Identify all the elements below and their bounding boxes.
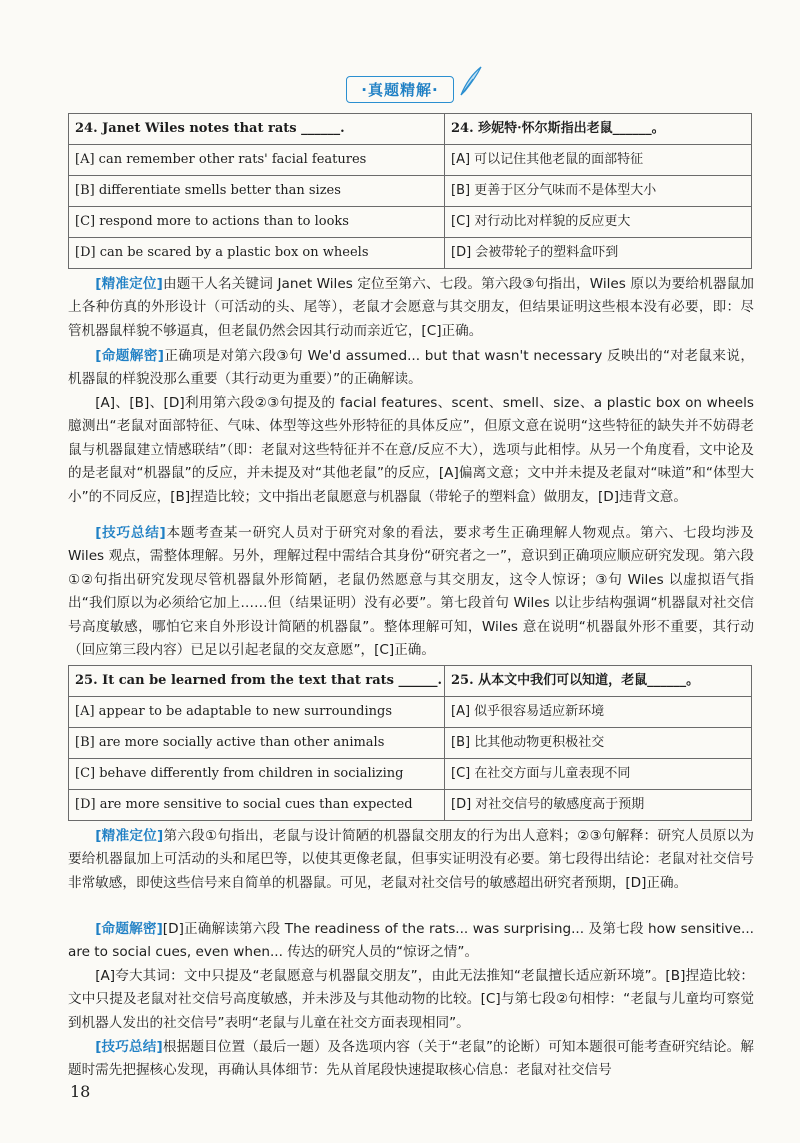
analysis-paragraph [68,273,754,343]
analysis-paragraph [68,965,754,1035]
option-en: [C] respond more to actions than to looks [69,207,445,238]
option-en: [D] can be scared by a plastic box on wheels [69,238,445,269]
option-zh: [D] 会被带轮子的塑料盒吓到 [445,238,752,269]
table-row [69,176,752,207]
option-zh: [C] 对行动比对样貌的反应更大 [445,207,752,238]
table-row [69,759,752,790]
option-en: [B] differentiate smells better than sizes [69,176,445,207]
question-en: 24. Janet Wiles notes that rats ______. [69,114,445,145]
question-zh: 24. 珍妮特·怀尔斯指出老鼠______。 [445,114,752,145]
analysis-paragraph [68,918,754,965]
paragraph-text: 正确项是对第六段③句 We'd assumed... but that wasn't necessary 反映出的“对老鼠来说，机器鼠的样貌没那么重要（其行动更为重要）”的正确解读。 [68,348,754,388]
option-zh: [A] 似乎很容易适应新环境 [445,697,752,728]
option-zh: [B] 比其他动物更积极社交 [445,728,752,759]
table-row [69,207,752,238]
option-en: [D] are more sensitive to social cues than expected [69,790,445,821]
paragraph-text: 本题考查某一研究人员对于研究对象的看法，要求考生正确理解人物观点。第六、七段均涉及 Wiles 观点，需整体理解。另外，理解过程中需结合其身份“研究者之一”，意识到正确项应顺应研究发现。第六段①②句指出研究发现尽管机器鼠外形简陋，老鼠仍然愿意与其交朋友，这令人惊讶；③句 Wiles 以虚拟语气指出“我们原以为必须给它加上……但（结果证明）没有必要”。第七段首句 Wiles 以让步结构强调“机器鼠对社交信号高度敏感，哪怕它来自外形设计简陋的机器鼠”。整体理解可知，Wiles 意在说明“机器鼠外形不重要，其行动（回应第三段内容）已足以引起老鼠的交友意愿”，[C]正确。 [68,525,754,659]
analysis-paragraph [68,345,754,392]
paragraph-text: [D]正确解读第六段 The readiness of the rats... was surprising... 及第七段 how sensitive... are to social cues, even when... 传达的研究人员的“惊讶之情”。 [68,921,754,961]
section-title: ·真题精解· [361,80,439,99]
paragraph-text: 由题干人名关键词 Janet Wiles 定位至第六、七段。第六段③句指出，Wiles 原以为要给机器鼠加上各种仿真的外形设计（可活动的头、尾等），老鼠才会愿意与其交朋友，但结果证明这些根本没有必要，即：尽管机器鼠样貌不够逼真，但老鼠仍然会因其行动而亲近它，[C]正确。 [68,276,754,339]
table-row [69,238,752,269]
paragraph-text: 根据题目位置（最后一题）及各选项内容（关于“老鼠”的论断）可知本题很可能考查研究结论。解题时需先把握核心发现，再确认具体细节：先从首尾段快速提取核心信息：老鼠对社交信号 [68,1039,754,1079]
section-tag: [技巧总结] [95,1039,163,1055]
option-en: [B] are more socially active than other animals [69,728,445,759]
section-tag: [技巧总结] [95,525,166,541]
table-row [69,790,752,821]
paragraph-text: [A]夸大其词：文中只提及“老鼠愿意与机器鼠交朋友”，由此无法推知“老鼠擅长适应新环境”。[B]捏造比较：文中只提及老鼠对社交信号高度敏感，并未涉及与其他动物的比较。[C]与第七段②句相悖：“老鼠与儿童均可察觉到机器人发出的社交信号”表明“老鼠与儿童在社交方面表现相同”。 [68,968,754,1031]
page-number: 18 [70,1082,91,1101]
analysis-paragraph [68,1036,754,1083]
section-header [0,72,800,106]
analysis-paragraph [68,522,754,662]
option-zh: [D] 对社交信号的敏感度高于预期 [445,790,752,821]
table-row [69,666,752,697]
question-24-table [68,113,752,269]
section-tag: [命题解密] [95,921,163,937]
section-title-badge [346,76,453,103]
table-row [69,728,752,759]
table-row [69,114,752,145]
option-zh: [C] 在社交方面与儿童表现不同 [445,759,752,790]
option-en: [A] can remember other rats' facial features [69,145,445,176]
paragraph-text: 第六段①句指出，老鼠与设计简陋的机器鼠交朋友的行为出人意料；②③句解释：研究人员原以为要给机器鼠加上可活动的头和尾巴等，以使其更像老鼠，但事实证明没有必要。第七段得出结论：老鼠对社交信号非常敏感，即使这些信号来自简单的机器鼠。可见，老鼠对社交信号的敏感超出研究者预期，[D]正确。 [68,828,754,891]
quill-pen-icon [457,65,483,97]
section-tag: [命题解密] [95,348,164,364]
option-en: [C] behave differently from children in socializing [69,759,445,790]
paragraph-text: [A]、[B]、[D]利用第六段②③句提及的 facial features、scent、smell、size、a plastic box on wheels 臆测出“老鼠对面部特征、气味、体型等这些外形特征的具体反应”，但原文意在说明“这些特征的缺失并不妨碍老鼠与机器鼠建立情感联结”（即：老鼠对这些特征并不在意/反应不大），选项与此相悖。从另一个角度看，文中论及的是老鼠对“机器鼠”的反应，并未提及对“其他老鼠”的反应，[A]偏离文意；文中并未提及老鼠对“味道”和“体型大小”的不同反应，[B]捏造比较；文中指出老鼠愿意与机器鼠（带轮子的塑料盒）做朋友，[D]违背文意。 [68,395,754,505]
table-row [69,697,752,728]
question-zh: 25. 从本文中我们可以知道，老鼠______。 [445,666,752,697]
option-en: [A] appear to be adaptable to new surroundings [69,697,445,728]
option-zh: [B] 更善于区分气味而不是体型大小 [445,176,752,207]
option-zh: [A] 可以记住其他老鼠的面部特征 [445,145,752,176]
table-row [69,145,752,176]
section-tag: [精准定位] [95,828,164,844]
question-25-table [68,665,752,821]
analysis-paragraph [68,825,754,895]
analysis-paragraph [68,392,754,509]
section-tag: [精准定位] [95,276,163,292]
question-en: 25. It can be learned from the text that rats ______. [69,666,445,697]
